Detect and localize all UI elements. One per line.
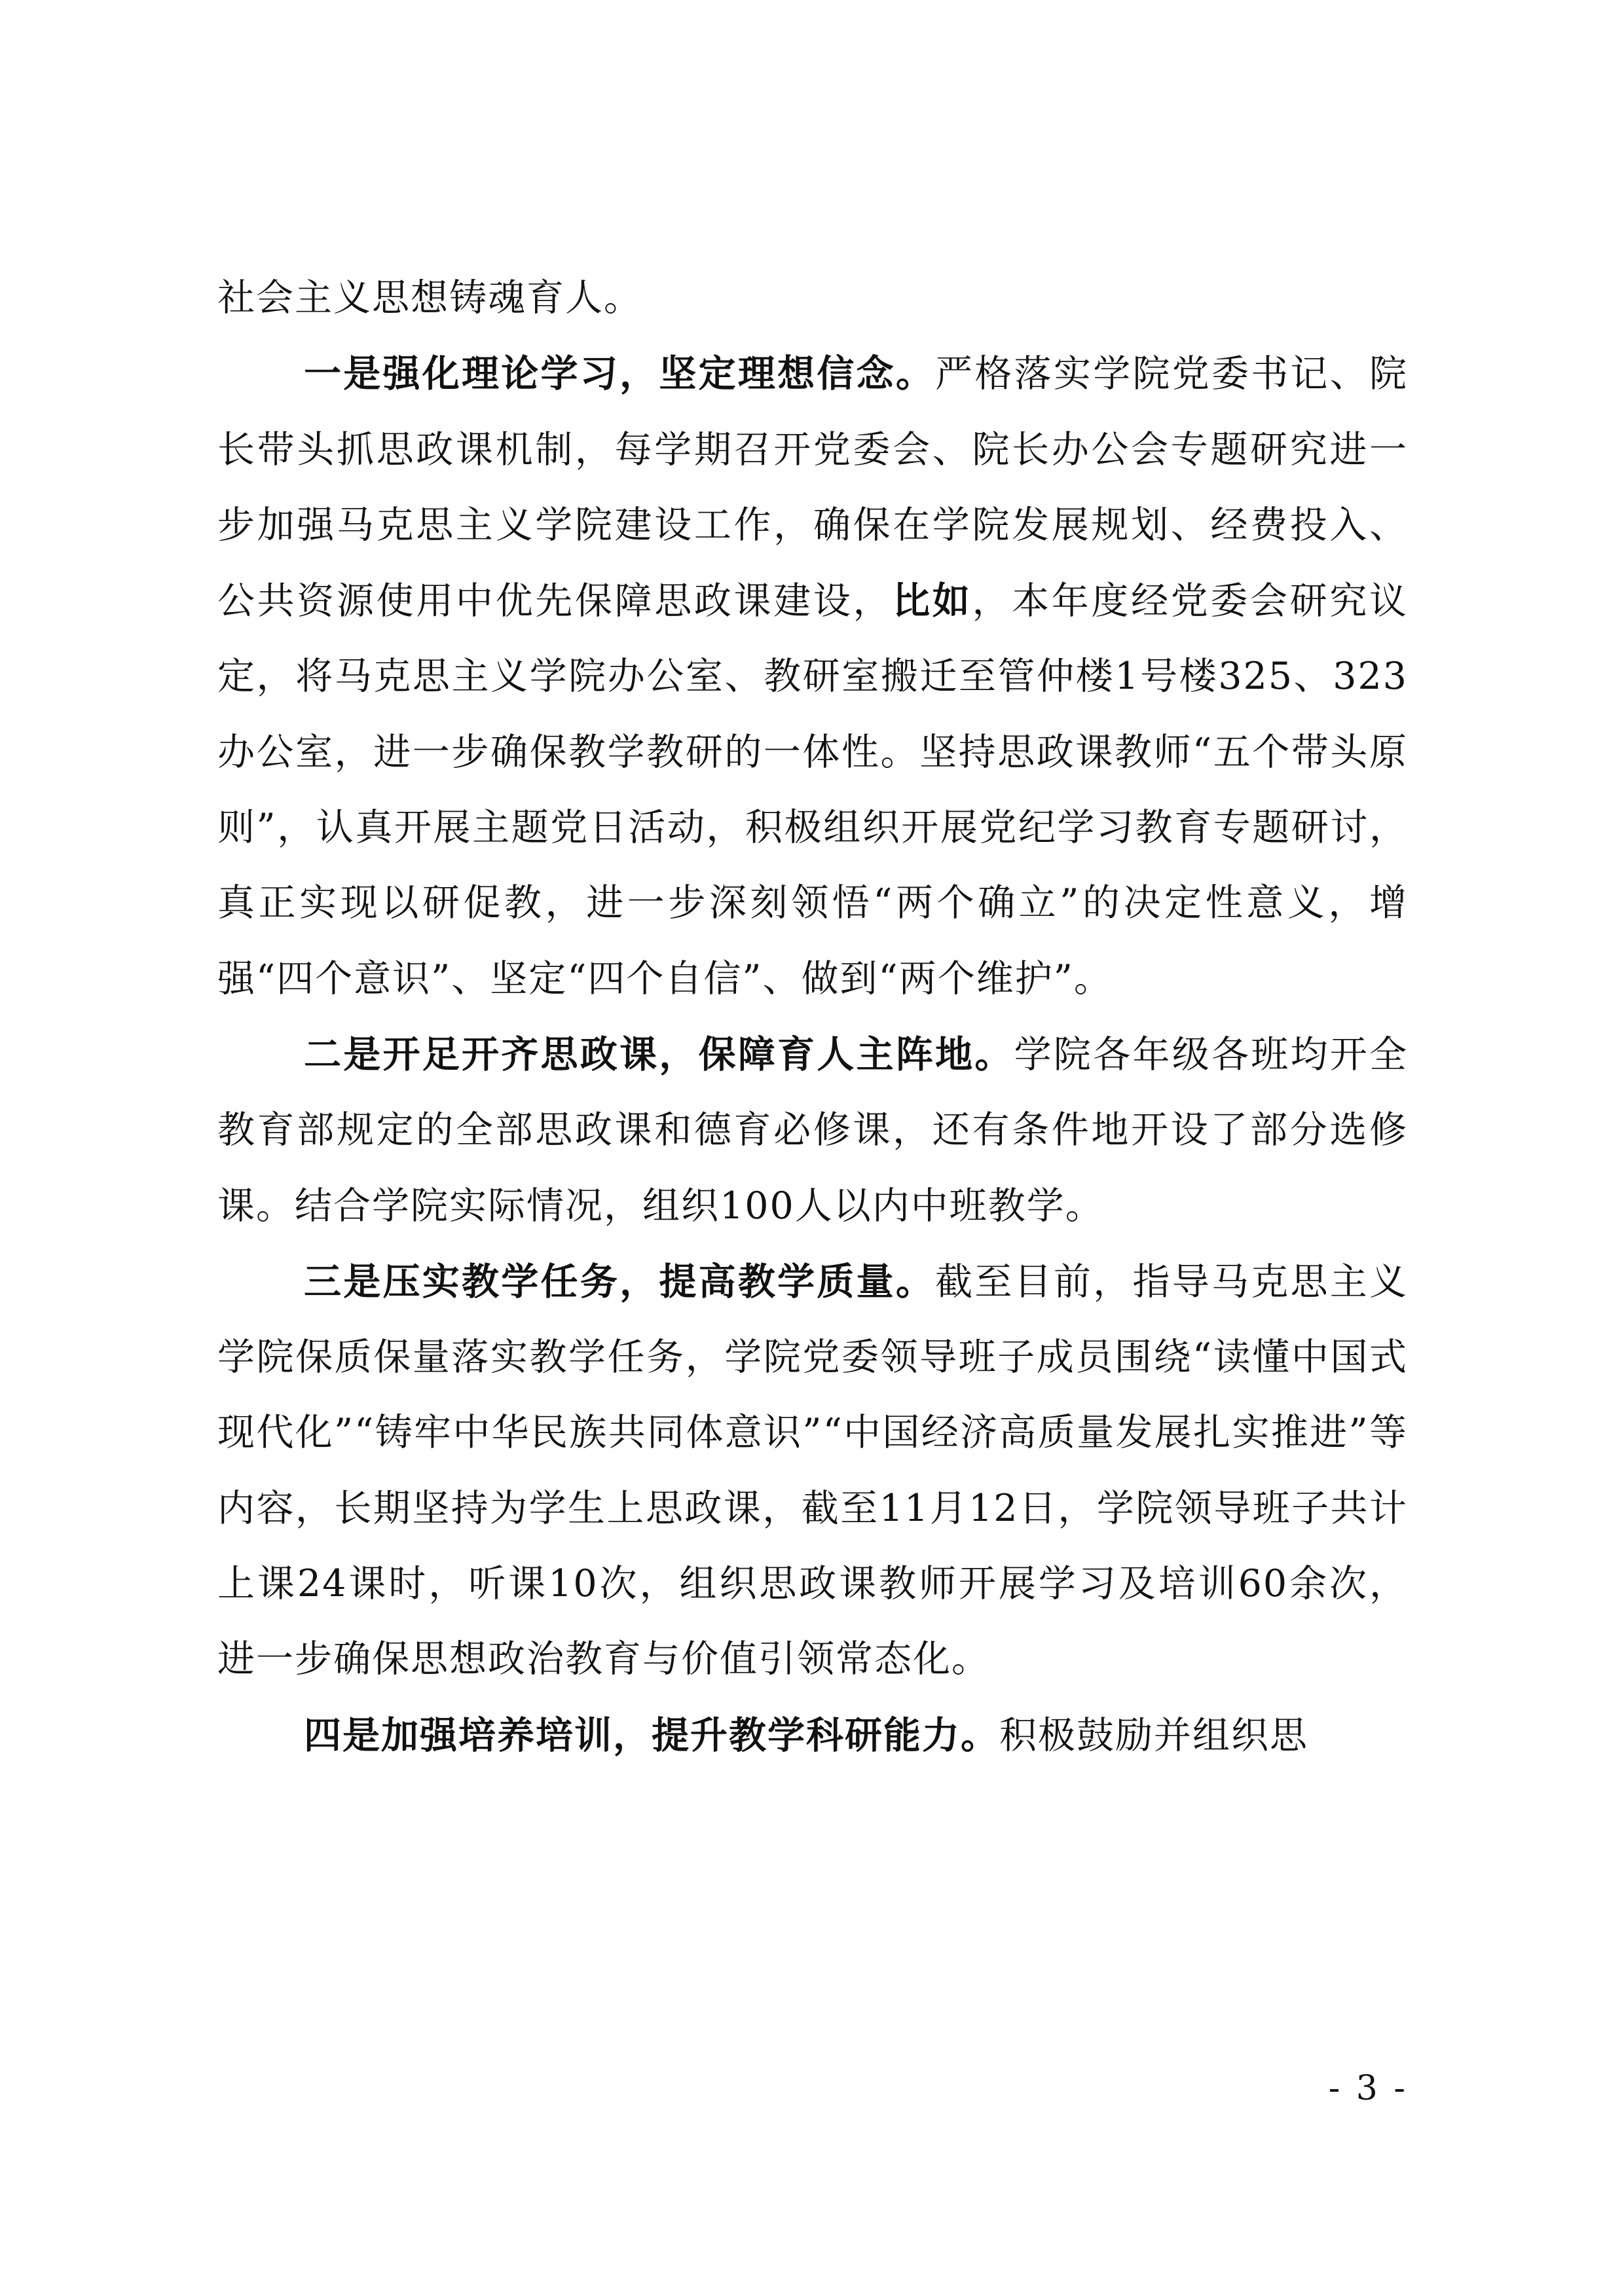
section-four-heading: 四是加强培养培训，提升教学科研能力。 xyxy=(304,1713,999,1757)
section-two-paragraph xyxy=(217,1017,1408,1244)
section-three-heading: 三是压实教学任务，提高教学质量。 xyxy=(304,1259,936,1303)
section-four-text: 积极鼓励并组织思 xyxy=(999,1713,1308,1757)
section-three-paragraph xyxy=(217,1244,1408,1698)
page-number: - 3 - xyxy=(1328,2069,1408,2108)
document-body xyxy=(217,261,1408,1774)
section-four-paragraph xyxy=(217,1698,1408,1774)
section-three-text: 截至目前，指导马克思主义学院保质保量落实教学任务，学院党委领导班子成员围绕“读懂中国式现代化”“铸牢中华民族共同体意识”“中国经济高质量发展扎实推进”等内容，长期坚持为学生上思政课，截至11月12日，学院领导班子共计上课24课时，听课10次，组织思政课教师开展学习及培训60余次，进一步确保思想政治教育与价值引领常态化。 xyxy=(217,1260,1409,1681)
section-one-text-part1: 严格落实学院党委书记、院长带头抓思政课机制，每学期召开党委会、院长办公会专题研究进一步加强马克思主义学院建设工作，确保在学院发展规划、经费投入、公共资源使用中优先保障思政课建设， xyxy=(217,352,1409,623)
section-one-heading: 一是强化理论学习，坚定理想信念。 xyxy=(304,352,936,396)
section-two-text: 学院各年级各班均开全教育部规定的全部思政课和德育必修课，还有条件地开设了部分选修课。结合学院实际情况，组织100人以内中班教学。 xyxy=(217,1032,1409,1228)
section-two-heading: 二是开足开齐思政课，保障育人主阵地。 xyxy=(304,1032,1014,1076)
continuation-paragraph: 社会主义思想铸魂育人。 xyxy=(217,276,642,319)
section-one-emphasis: 比如 xyxy=(893,579,972,623)
section-one-text-part2: ，本年度经党委会研究议定，将马克思主义学院办公室、教研室搬迁至管仲楼1号楼325、323办公室，进一步确保教学教研的一体性。坚持思政课教师“五个带头原则”，认真开展主题党日活动，积极组织开展党纪学习教育专题研讨，真正实现以研促教，进一步深刻领悟“两个确立”的决定性意义，增强“四个意识”、坚定“四个自信”、做到“两个维护”。 xyxy=(217,579,1409,1000)
section-one-paragraph xyxy=(217,336,1408,1017)
